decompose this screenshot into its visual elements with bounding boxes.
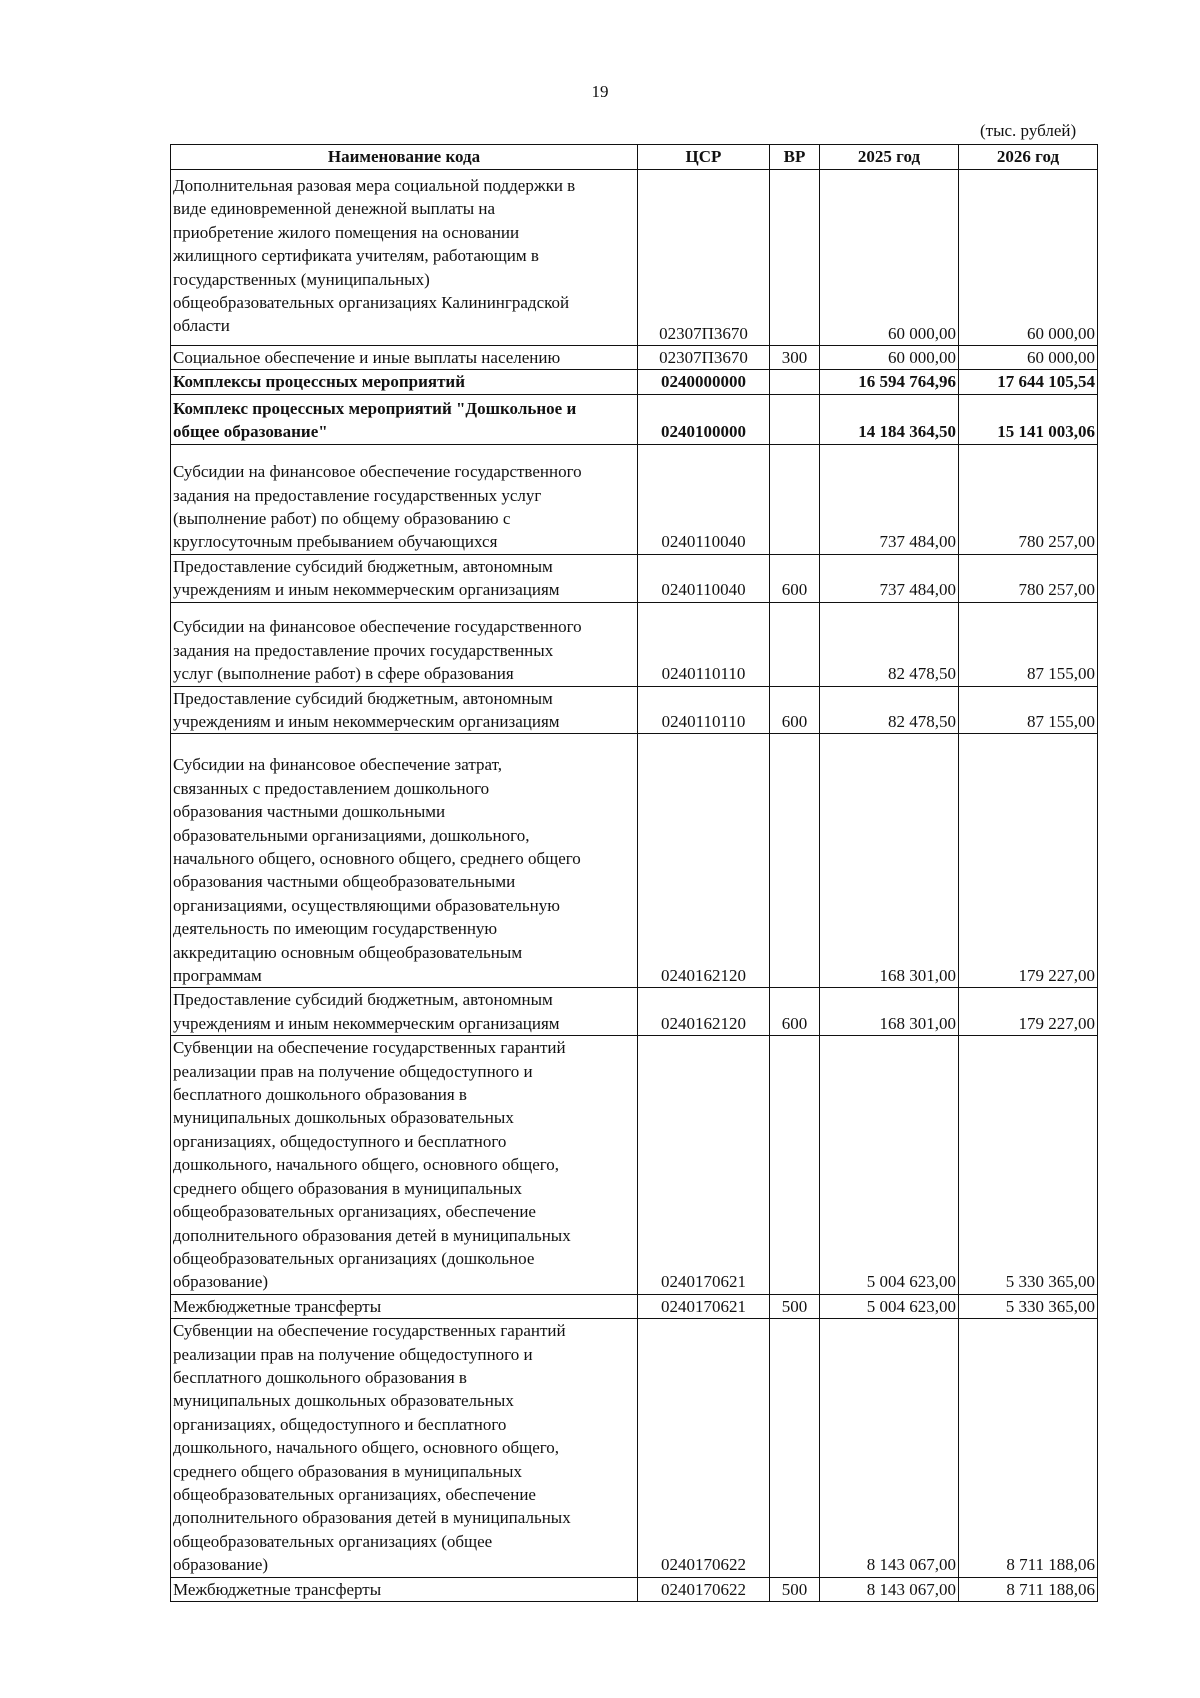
row-vr: 600 bbox=[770, 988, 820, 1036]
row-csr: 0240110040 bbox=[638, 444, 770, 554]
row-2026: 780 257,00 bbox=[959, 444, 1098, 554]
row-name: Межбюджетные трансферты bbox=[171, 1577, 638, 1601]
row-name: Комплекс процессных мероприятий "Дошкольное и общее образование" bbox=[171, 394, 638, 444]
row-csr: 0240162120 bbox=[638, 988, 770, 1036]
row-vr: 300 bbox=[770, 346, 820, 370]
row-vr bbox=[770, 394, 820, 444]
row-csr: 0240170622 bbox=[638, 1577, 770, 1601]
row-csr: 0240170621 bbox=[638, 1036, 770, 1294]
header-2026: 2026 год bbox=[959, 145, 1098, 170]
table-row bbox=[171, 554, 1098, 602]
row-2026: 179 227,00 bbox=[959, 988, 1098, 1036]
row-2025: 16 594 764,96 bbox=[820, 370, 959, 394]
row-csr: 02307П3670 bbox=[638, 346, 770, 370]
row-name: Межбюджетные трансферты bbox=[171, 1294, 638, 1318]
row-name: Субсидии на финансовое обеспечение затрат, связанных с предоставлением дошкольного образования частными дошкольными образовательными организациями, дошкольного, начального общего, основного общего, среднего общего образования частными общеобразовательными организациями, осуществляющими образовательную деятельность по имеющим государственную аккредитацию основным общеобразовательным программам bbox=[171, 734, 638, 988]
row-vr bbox=[770, 170, 820, 346]
row-csr: 02307П3670 bbox=[638, 170, 770, 346]
row-2025: 60 000,00 bbox=[820, 346, 959, 370]
row-vr bbox=[770, 1319, 820, 1577]
table-row bbox=[171, 602, 1098, 686]
row-2025: 737 484,00 bbox=[820, 554, 959, 602]
row-2025: 737 484,00 bbox=[820, 444, 959, 554]
row-vr bbox=[770, 602, 820, 686]
header-2025: 2025 год bbox=[820, 145, 959, 170]
row-2025: 168 301,00 bbox=[820, 988, 959, 1036]
row-vr: 600 bbox=[770, 686, 820, 734]
row-vr: 500 bbox=[770, 1577, 820, 1601]
table-row bbox=[171, 370, 1098, 394]
row-2026: 15 141 003,06 bbox=[959, 394, 1098, 444]
row-vr: 500 bbox=[770, 1294, 820, 1318]
row-2025: 82 478,50 bbox=[820, 602, 959, 686]
row-vr bbox=[770, 370, 820, 394]
row-2025: 8 143 067,00 bbox=[820, 1577, 959, 1601]
row-2026: 17 644 105,54 bbox=[959, 370, 1098, 394]
row-2026: 5 330 365,00 bbox=[959, 1294, 1098, 1318]
row-2026: 8 711 188,06 bbox=[959, 1319, 1098, 1577]
row-name: Социальное обеспечение и иные выплаты населению bbox=[171, 346, 638, 370]
header-vr: ВР bbox=[770, 145, 820, 170]
row-name: Дополнительная разовая мера социальной поддержки в виде единовременной денежной выплаты на приобретение жилого помещения на основании жилищного сертификата учителям, работающим в государственных (муниципальных) общеобразовательных организациях Калининградской области bbox=[171, 170, 638, 346]
row-csr: 0240110110 bbox=[638, 686, 770, 734]
table-row bbox=[171, 988, 1098, 1036]
row-2025: 14 184 364,50 bbox=[820, 394, 959, 444]
row-csr: 0240100000 bbox=[638, 394, 770, 444]
row-name: Предоставление субсидий бюджетным, автономным учреждениям и иным некоммерческим организациям bbox=[171, 554, 638, 602]
row-name: Субсидии на финансовое обеспечение государственного задания на предоставление прочих государственных услуг (выполнение работ) в сфере образования bbox=[171, 602, 638, 686]
row-2026: 60 000,00 bbox=[959, 170, 1098, 346]
row-2025: 168 301,00 bbox=[820, 734, 959, 988]
row-2026: 780 257,00 bbox=[959, 554, 1098, 602]
table-row bbox=[171, 686, 1098, 734]
table-row bbox=[171, 346, 1098, 370]
row-vr bbox=[770, 444, 820, 554]
table-row bbox=[171, 1319, 1098, 1577]
row-2026: 179 227,00 bbox=[959, 734, 1098, 988]
row-2025: 8 143 067,00 bbox=[820, 1319, 959, 1577]
header-csr: ЦСР bbox=[638, 145, 770, 170]
budget-table bbox=[170, 144, 1098, 1602]
row-vr bbox=[770, 1036, 820, 1294]
table-row bbox=[171, 394, 1098, 444]
row-csr: 0240162120 bbox=[638, 734, 770, 988]
row-vr bbox=[770, 734, 820, 988]
row-csr: 0240110110 bbox=[638, 602, 770, 686]
row-csr: 0240000000 bbox=[638, 370, 770, 394]
table-row bbox=[171, 1036, 1098, 1294]
row-2026: 87 155,00 bbox=[959, 602, 1098, 686]
row-name: Субсидии на финансовое обеспечение государственного задания на предоставление государственных услуг (выполнение работ) по общему образованию с круглосуточным пребыванием обучающихся bbox=[171, 444, 638, 554]
table-row bbox=[171, 1577, 1098, 1601]
row-name: Субвенции на обеспечение государственных гарантий реализации прав на получение общедоступного и бесплатного дошкольного образования в муниципальных дошкольных образовательных организациях, общедоступного и бесплатного дошкольного, начального общего, основного общего, среднего общего образования в муниципальных общеобразовательных организациях, обеспечение дополнительного образования детей в муниципальных общеобразовательных организациях (дошкольное образование) bbox=[171, 1036, 638, 1294]
row-2025: 82 478,50 bbox=[820, 686, 959, 734]
row-name: Субвенции на обеспечение государственных гарантий реализации прав на получение общедоступного и бесплатного дошкольного образования в муниципальных дошкольных образовательных организациях, общедоступного и бесплатного дошкольного, начального общего, основного общего, среднего общего образования в муниципальных общеобразовательных организациях, обеспечение дополнительного образования детей в муниципальных общеобразовательных организациях (общее образование) bbox=[171, 1319, 638, 1577]
row-2025: 5 004 623,00 bbox=[820, 1036, 959, 1294]
header-name: Наименование кода bbox=[171, 145, 638, 170]
row-2026: 60 000,00 bbox=[959, 346, 1098, 370]
row-vr: 600 bbox=[770, 554, 820, 602]
table-header-row bbox=[171, 145, 1098, 170]
row-csr: 0240170622 bbox=[638, 1319, 770, 1577]
units-label: (тыс. рублей) bbox=[980, 121, 1077, 140]
table-row bbox=[171, 1294, 1098, 1318]
row-2025: 5 004 623,00 bbox=[820, 1294, 959, 1318]
page-number: 19 bbox=[591, 82, 609, 101]
table-row bbox=[171, 734, 1098, 988]
table-row bbox=[171, 444, 1098, 554]
row-name: Предоставление субсидий бюджетным, автономным учреждениям и иным некоммерческим организациям bbox=[171, 686, 638, 734]
table-row bbox=[171, 170, 1098, 346]
row-csr: 0240170621 bbox=[638, 1294, 770, 1318]
row-csr: 0240110040 bbox=[638, 554, 770, 602]
row-2026: 5 330 365,00 bbox=[959, 1036, 1098, 1294]
row-2025: 60 000,00 bbox=[820, 170, 959, 346]
row-name: Предоставление субсидий бюджетным, автономным учреждениям и иным некоммерческим организациям bbox=[171, 988, 638, 1036]
row-2026: 87 155,00 bbox=[959, 686, 1098, 734]
row-2026: 8 711 188,06 bbox=[959, 1577, 1098, 1601]
row-name: Комплексы процессных мероприятий bbox=[171, 370, 638, 394]
